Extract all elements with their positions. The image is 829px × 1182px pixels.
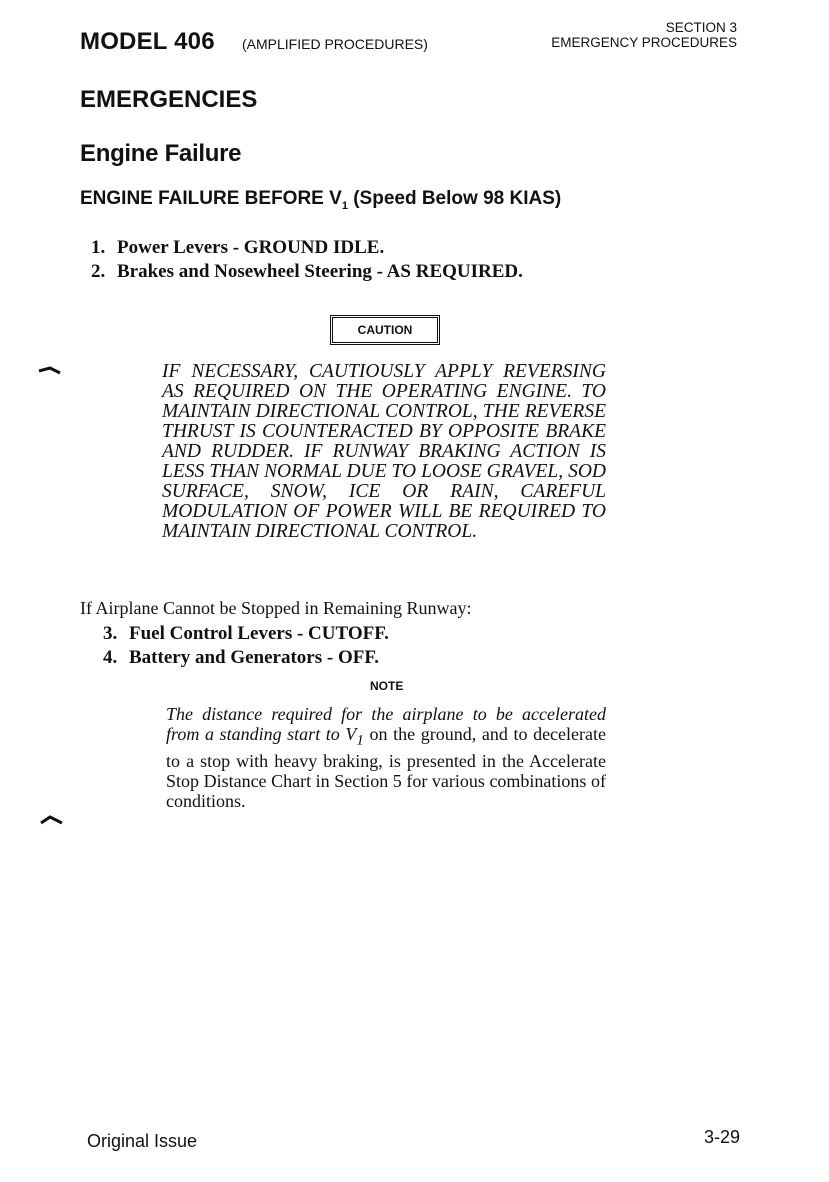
step-number: 2.	[91, 261, 106, 282]
procedure-heading-post: (Speed Below 98 KIAS)	[347, 188, 562, 209]
header-subtitle: (AMPLIFIED PROCEDURES)	[242, 36, 428, 52]
section-header	[551, 20, 737, 50]
step-text: Fuel Control Levers - CUTOFF.	[129, 623, 389, 644]
step-number: 3.	[103, 623, 118, 644]
step-item	[103, 647, 379, 669]
caution-text: IF NECESSARY, CAUTIOUSLY APPLY REVERSING AS REQUIRED ON THE OPERATING ENGINE. TO MAINTAIN DIRECTIONAL CONTROL, THE REVERSE THRUST IS COUNTERACTED BY OPPOSITE BRAKE AND RUDDER. IF RUNWAY BRAKING ACTION IS LESS THAN NORMAL DUE TO LOOSE GRAVEL, SOD SURFACE, SNOW, ICE OR RAIN, CAREFUL MODULATION OF POWER WILL BE REQUIRED TO MAINTAIN DIRECTIONAL CONTROL.	[162, 361, 606, 542]
step-number: 1.	[91, 237, 106, 258]
note-text	[166, 704, 606, 811]
footer-issue: Original Issue	[87, 1131, 198, 1151]
procedure-heading-pre: ENGINE FAILURE BEFORE V	[80, 188, 342, 209]
step-number: 4.	[103, 647, 118, 668]
caution-label: CAUTION	[357, 323, 413, 337]
procedure-heading-sub: 1	[341, 199, 348, 212]
step-item	[91, 237, 384, 259]
note-plain: on the ground, and to decelerate to a stop with heavy braking, is presented in the Accelerate Stop Distance Chart in Section 5 for various combinations of conditions.	[166, 724, 607, 811]
note-italic-sub: 1	[356, 732, 364, 749]
procedure-heading	[80, 188, 561, 212]
condition-text: If Airplane Cannot be Stopped in Remaining Runway:	[80, 598, 472, 618]
note-label: NOTE	[370, 679, 404, 693]
section-title: EMERGENCY PROCEDURES	[551, 35, 737, 50]
change-bar-mark	[38, 365, 62, 375]
step-item	[91, 261, 523, 283]
step-text: Brakes and Nosewheel Steering - AS REQUIRED.	[117, 261, 523, 282]
step-item	[103, 623, 389, 645]
page-heading: EMERGENCIES	[80, 86, 258, 113]
note-italic: The distance required for the airplane to be accelerated from a standing start to V	[166, 704, 606, 744]
step-text: Battery and Generators - OFF.	[129, 647, 379, 668]
caution-label-box	[330, 315, 440, 345]
page-number: 3-29	[704, 1127, 741, 1147]
step-text: Power Levers - GROUND IDLE.	[117, 237, 385, 258]
section-number: SECTION 3	[665, 20, 737, 35]
sub-heading: Engine Failure	[80, 140, 242, 167]
change-bar-mark	[40, 815, 64, 825]
model-title: MODEL 406	[80, 28, 215, 55]
